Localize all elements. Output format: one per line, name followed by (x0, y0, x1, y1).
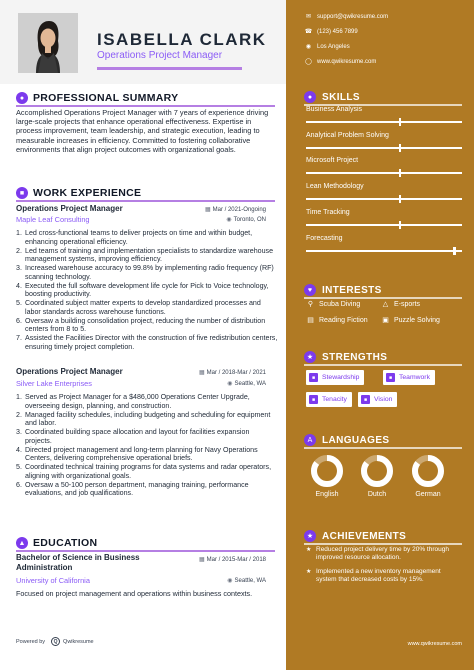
education-heading-text: EDUCATION (33, 537, 98, 549)
contact-location-text: Los Angeles (317, 43, 350, 50)
contact-phone-text: (123) 456 7899 (317, 28, 358, 35)
footer-url[interactable]: www.qwikresume.com (407, 641, 462, 647)
gamepad-icon: △ (382, 301, 389, 308)
list-item: 6. Oversaw a building consolidation project, reducing the number of distribution centers from 8 to 5. (16, 316, 266, 334)
trophy-icon: ★ (306, 569, 312, 575)
candidate-title: Operations Project Manager (97, 50, 223, 61)
education-dates-text: Mar / 2015-Mar / 2018 (206, 557, 266, 563)
language-label-english: English (315, 491, 339, 498)
lightbulb-icon: ● (304, 91, 316, 103)
language-ring (309, 453, 345, 489)
interest-e-sports (381, 300, 420, 308)
achievements-rule (304, 543, 462, 545)
list-item: 5. Coordinated subject matter experts to develop standardized processes and labor standards across warehouse functions. (16, 299, 261, 316)
strength-label: Tenacity (322, 396, 347, 403)
job-2-bullets (16, 393, 278, 498)
team-icon: ■ (386, 373, 395, 382)
skill-label: Business Analysis (306, 106, 363, 113)
strengths-heading-text: STRENGTHS (322, 351, 388, 363)
skill-bar (306, 250, 462, 252)
language-label-dutch: Dutch (367, 491, 387, 498)
education-note: Focused on project management and operations within business contexts. (16, 589, 253, 598)
skill-level-marker (399, 195, 402, 203)
experience-heading-text: WORK EXPERIENCE (33, 187, 142, 199)
interest-label: Reading Fiction (319, 316, 368, 324)
contact-phone (304, 28, 358, 35)
job-1-company: Maple Leaf Consulting (16, 215, 90, 224)
shield-icon: ■ (309, 373, 318, 382)
list-item: 3. Increased warehouse accuracy to 99.8% by implementing radio frequency (RF) scanning technology. (16, 264, 274, 281)
strength-label: Teamwork (399, 374, 430, 381)
job-1-dates (205, 206, 266, 213)
brand-name: Qwikresume (63, 638, 94, 645)
strength-label: Vision (374, 396, 393, 403)
job-1-dates-text: Mar / 2021-Ongoing (212, 207, 266, 213)
job-1-role: Operations Project Manager (16, 204, 123, 213)
skill-bar (306, 121, 462, 123)
education-school: University of California (16, 576, 90, 585)
envelope-icon: ✉ (305, 14, 312, 20)
strengths-heading (304, 351, 387, 363)
contact-email-text: support@qwikresume.com (317, 13, 389, 20)
powered-by (16, 637, 94, 646)
map-pin-icon: ◉ (226, 217, 232, 223)
person-icon: ● (16, 92, 28, 104)
skill-label: Microsoft Project (306, 157, 359, 164)
job-2-dates-text: Mar / 2018-Mar / 2021 (206, 370, 266, 376)
summary-rule (16, 105, 275, 107)
resume-header (0, 0, 286, 84)
list-item: 7. Assisted the Facilities Director with the construction of five redistribution centers, ensuring timely project completion. (16, 334, 278, 351)
job-2-company: Silver Lake Enterprises (16, 379, 92, 388)
skill-label: Lean Methodology (306, 183, 364, 190)
job-2-location-text: Seattle, WA (234, 381, 266, 387)
experience-rule (16, 200, 275, 202)
diving-icon: ⚲ (307, 301, 314, 308)
skill-level-marker (399, 118, 402, 126)
contact-email[interactable] (304, 13, 388, 20)
skill-bar (306, 147, 462, 149)
strength-label: Stewardship (322, 374, 360, 381)
education-location-text: Seattle, WA (234, 578, 266, 584)
education-rule (16, 550, 275, 552)
qwikresume-logo-icon: Q (51, 637, 60, 646)
skill-level-marker (399, 169, 402, 177)
star-icon: ★ (304, 351, 316, 363)
phone-icon: ☎ (304, 29, 313, 35)
briefcase-icon: ■ (16, 187, 28, 199)
sidebar (286, 0, 474, 670)
job-2-dates (199, 369, 266, 376)
summary-heading-text: PROFESSIONAL SUMMARY (33, 92, 179, 104)
skills-heading-text: SKILLS (322, 91, 360, 103)
interest-label: Scuba Diving (319, 300, 361, 308)
achievements-heading-text: ACHIEVEMENTS (322, 530, 407, 542)
job-1-location (226, 216, 266, 223)
skill-label: Time Tracking (306, 209, 350, 216)
job-1-location-text: Toronto, ON (233, 217, 266, 223)
interest-label: E-sports (394, 300, 421, 308)
skill-level-marker (399, 144, 402, 152)
calendar-icon: ▦ (198, 370, 205, 376)
language-label-german: German (415, 491, 441, 498)
summary-heading (16, 92, 178, 104)
interest-scuba-diving (306, 300, 360, 308)
achievement-text: Reduced project delivery time by 20% through improved resource allocation. (316, 546, 449, 562)
skill-label: Analytical Problem Solving (306, 132, 389, 139)
interest-label: Puzzle Solving (394, 316, 440, 324)
list-item: 2. Led teams of training and implementation specialists to standardize warehouse management systems, improving efficiency. (16, 246, 274, 264)
skills-heading (304, 91, 360, 103)
calendar-icon: ▦ (198, 557, 205, 563)
eye-icon: ■ (361, 395, 370, 404)
achievement-item (306, 546, 462, 562)
job-1-bullets (16, 229, 278, 352)
puzzle-icon: ▣ (382, 317, 389, 324)
contact-location (304, 43, 350, 50)
languages-heading-text: LANGUAGES (322, 434, 390, 446)
education-dates (196, 556, 266, 564)
map-pin-icon: ◉ (227, 578, 233, 584)
skill-bar (306, 224, 462, 226)
strength-stewardship (306, 370, 364, 385)
achievement-text: Implemented a new inventory management system that decreased costs by 15%. (316, 568, 441, 584)
powered-by-label: Powered by (16, 638, 46, 645)
strengths-rule (304, 364, 462, 366)
languages-rule (304, 447, 462, 449)
profile-photo (18, 13, 78, 73)
interest-puzzle-solving (381, 316, 440, 324)
list-item: 3. Coordinated building space allocation and layout for facilities expansion projects. (16, 428, 250, 445)
experience-heading (16, 187, 141, 199)
language-ring (359, 453, 395, 489)
achievement-item (306, 568, 462, 584)
graduation-cap-icon: ▲ (16, 537, 28, 549)
list-item: 1. Led cross-functional teams to deliver projects on time and within budget, enhancing operational efficiency. (16, 229, 253, 246)
list-item: 6. Oversaw a 50-100 person department, managing training, performance evaluations, and job qualifications. (16, 480, 249, 498)
list-item: 4. Executed the full software development life cycle for Pick to Voice technology, boosting productivity. (16, 281, 269, 299)
education-heading (16, 537, 97, 549)
strength-tenacity (306, 392, 352, 407)
trophy-icon: ★ (304, 530, 316, 542)
list-item: 5. Coordinated technical training programs for data systems and radar operators, aligning with organizational goals. (16, 463, 272, 480)
list-item: 1. Served as Project Manager for a $486,000 Operations Center Upgrade, overseeing design, planning, and construction. (16, 393, 250, 410)
book-icon: ▤ (307, 317, 314, 324)
strength-teamwork (383, 370, 435, 385)
list-item: 2. Managed facility schedules, including budgeting and scheduling for equipment and labor. (16, 410, 271, 428)
language-ring (410, 453, 446, 489)
languages-heading (304, 434, 390, 446)
education-degree: Bachelor of Science in Business Administration (16, 553, 140, 572)
job-2-location (227, 380, 266, 387)
heart-icon: ♥ (304, 284, 316, 296)
contact-website-text: www.qwikresume.com (317, 58, 377, 65)
header-accent-bar (97, 67, 242, 70)
strength-vision (358, 392, 397, 407)
list-item: 4. Directed project management and long-term planning for Navy Operations Centers, delivering comprehensive operational briefs. (16, 445, 258, 463)
education-location (227, 577, 266, 584)
map-pin-icon: ◉ (227, 381, 233, 387)
skill-bar (306, 172, 462, 174)
skill-level-marker (453, 247, 456, 255)
contact-website[interactable] (304, 58, 376, 65)
interests-heading (304, 284, 382, 296)
candidate-name: ISABELLA CLARK (97, 30, 267, 49)
calendar-icon: ▦ (204, 207, 211, 213)
interest-reading-fiction (306, 316, 368, 324)
map-pin-icon: ◉ (305, 44, 312, 50)
trophy-icon: ★ (306, 547, 312, 553)
skill-level-marker (399, 221, 402, 229)
language-icon: A (304, 434, 316, 446)
target-icon: ■ (309, 395, 318, 404)
skill-bar (306, 198, 462, 200)
interests-rule (304, 297, 462, 299)
summary-text: Accomplished Operations Project Manager with 7 years of experience driving large-scale projects that enhance operational effectiveness. Expertise in process improvement, team leadership, and strategic execution, leading to measurable increases in efficiency. Committed to fostering collaborative environments that align project outcomes with organizational goals. (16, 108, 269, 154)
achievements-heading (304, 530, 406, 542)
interests-heading-text: INTERESTS (322, 284, 382, 296)
globe-icon: ◯ (305, 59, 312, 65)
job-2-role: Operations Project Manager (16, 367, 123, 376)
skill-label: Forecasting (306, 235, 343, 242)
